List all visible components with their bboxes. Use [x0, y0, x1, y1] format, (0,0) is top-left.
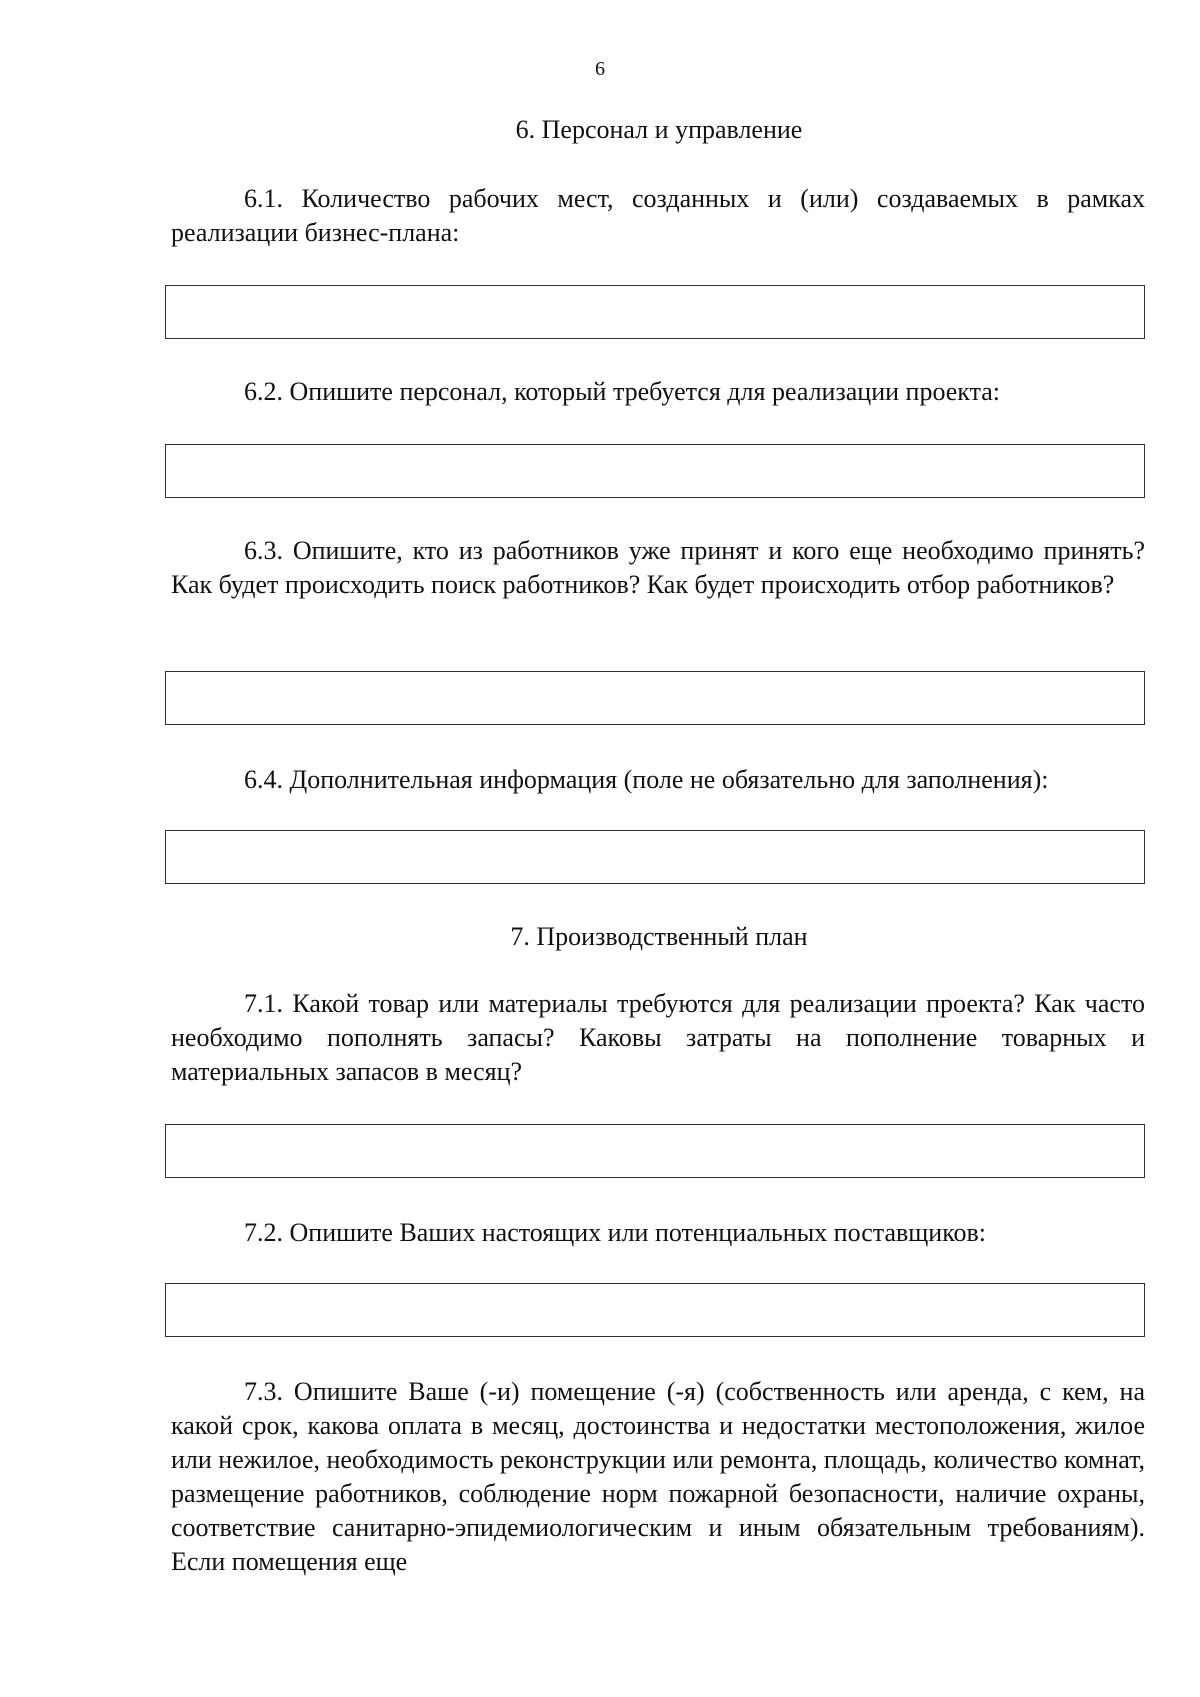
answer-field-7-2[interactable] — [165, 1283, 1145, 1337]
section-6-title: 6. Персонал и управление — [515, 115, 803, 144]
question-7-3: 7.3. Опишите Ваше (-и) помещение (-я) (собственность или аренда, с кем, на какой срок, какова оплата в месяц, достоинства и недостатки местоположения, жилое или нежилое, необходимость реконструкции или ремонта, площадь, количество комнат, размещение работников, соблюдение норм пожарной безопасности, наличие охраны, соответствие санитарно-эпидемиологическим и иным обязательным требованиям). Если помещения еще — [171, 1377, 1145, 1576]
question-7-1: 7.1. Какой товар или материалы требуются для реализации проекта? Как часто необходимо пополнять запасы? Каковы затраты на пополнение товарных и материальных запасов в месяц? — [171, 989, 1145, 1086]
question-6-1: 6.1. Количество рабочих мест, созданных и (или) создаваемых в рамках реализации бизнес-плана: — [171, 184, 1145, 247]
page-number: 6 — [595, 58, 605, 80]
question-7-2: 7.2. Опишите Ваших настоящих или потенциальных поставщиков: — [244, 1218, 987, 1247]
question-6-4: 6.4. Дополнительная информация (поле не обязательно для заполнения): — [244, 765, 1049, 794]
answer-field-6-3[interactable] — [165, 671, 1145, 725]
question-6-3: 6.3. Опишите, кто из работников уже принят и кого еще необходимо принять? Как будет происходить поиск работников? Как будет происходить отбор работников? — [171, 536, 1145, 599]
section-7-title: 7. Производственный план — [510, 922, 808, 951]
answer-field-6-2[interactable] — [165, 444, 1145, 498]
answer-field-6-4[interactable] — [165, 830, 1145, 884]
answer-field-6-1[interactable] — [165, 285, 1145, 339]
question-6-2: 6.2. Опишите персонал, который требуется для реализации проекта: — [244, 377, 1001, 406]
answer-field-7-1[interactable] — [165, 1124, 1145, 1178]
